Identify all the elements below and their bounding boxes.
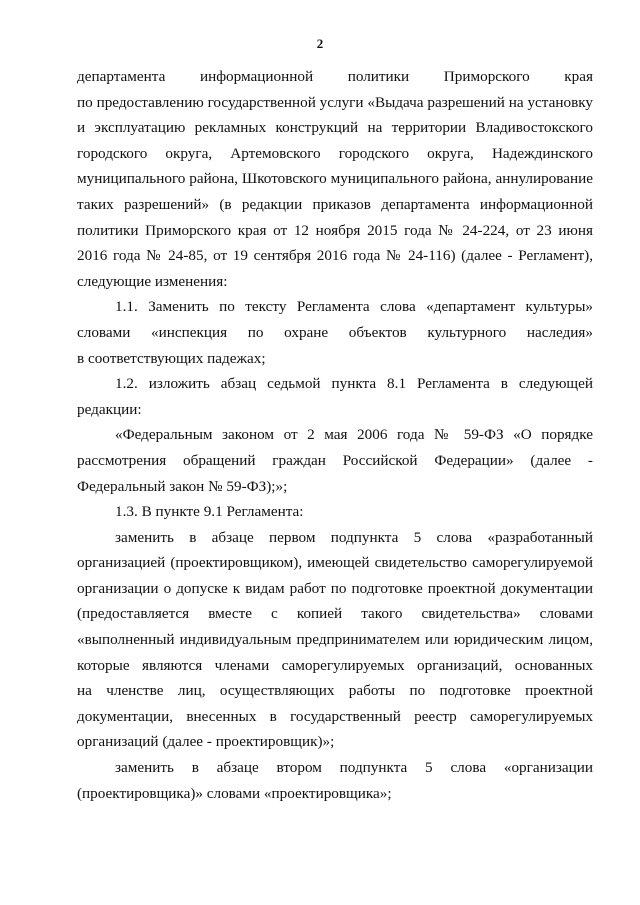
text-line: по предоставлению государственной услуги «Выдача разрешений на установку [77,93,593,111]
text-line: 1.1. Заменить по тексту Регламента слова «департамент культуры» [115,298,593,316]
text-line: в соответствующих падежах; [77,349,266,367]
text-line: организаций (далее - проектировщик)»; [77,733,335,751]
text-line: городского округа, Артемовского городского округа, Надеждинского [77,144,593,162]
text-line: заменить в абзаце втором подпункта 5 слова «организации [115,759,593,777]
text-line: заменить в абзаце первом подпункта 5 слова «разработанный [115,528,593,546]
text-line: «Федеральным законом от 2 мая 2006 года № 59-ФЗ «О порядке [115,426,593,444]
text-line: Федеральный закон № 59-ФЗ);»; [77,477,288,495]
text-line: редакции: [77,400,142,418]
text-line: документации, внесенных в государственный реестр саморегулируемых [77,707,593,725]
text-line: 1.3. В пункте 9.1 Регламента: [115,503,304,521]
text-line: 1.2. изложить абзац седьмой пункта 8.1 Регламента в следующей [115,375,593,393]
text-line: «выполненный индивидуальным предпринимателем или юридическим лицом, [77,631,593,649]
page-number: 2 [316,36,324,51]
text-line: и эксплуатацию рекламных конструкций на территории Владивостокского [77,119,593,137]
text-line: следующие изменения: [77,272,228,290]
text-line: организацией (проектировщиком), имеющей свидетельство саморегулируемой [77,554,593,572]
text-line: 2016 года № 24-85, от 19 сентября 2016 года № 24-116) (далее - Регламент), [77,247,593,265]
text-line: словами «инспекция по охране объектов культурного наследия» [77,323,593,341]
document-body [77,64,593,806]
text-line: организации о допуске к видам работ по подготовке проектной документации [77,579,593,597]
text-line: которые являются членами саморегулируемых организаций, основанных [77,656,593,674]
text-line: на членстве лиц, осуществляющих работы по подготовке проектной [77,682,593,700]
text-line: муниципального района, Шкотовского муниципального района, аннулирование [77,170,593,188]
text-line: политики Приморского края от 12 ноября 2015 года № 24-224, от 23 июня [77,221,593,239]
text-line: таких разрешений» (в редакции приказов департамента информационной [77,195,593,213]
text-line: рассмотрения обращений граждан Российской Федерации» (далее - [77,451,593,469]
text-line: (предоставляется вместе с копией такого свидетельства» словами [77,605,593,623]
text-line: (проектировщика)» словами «проектировщика»; [77,784,392,802]
text-line: департамента информационной политики Приморского края [77,68,593,85]
